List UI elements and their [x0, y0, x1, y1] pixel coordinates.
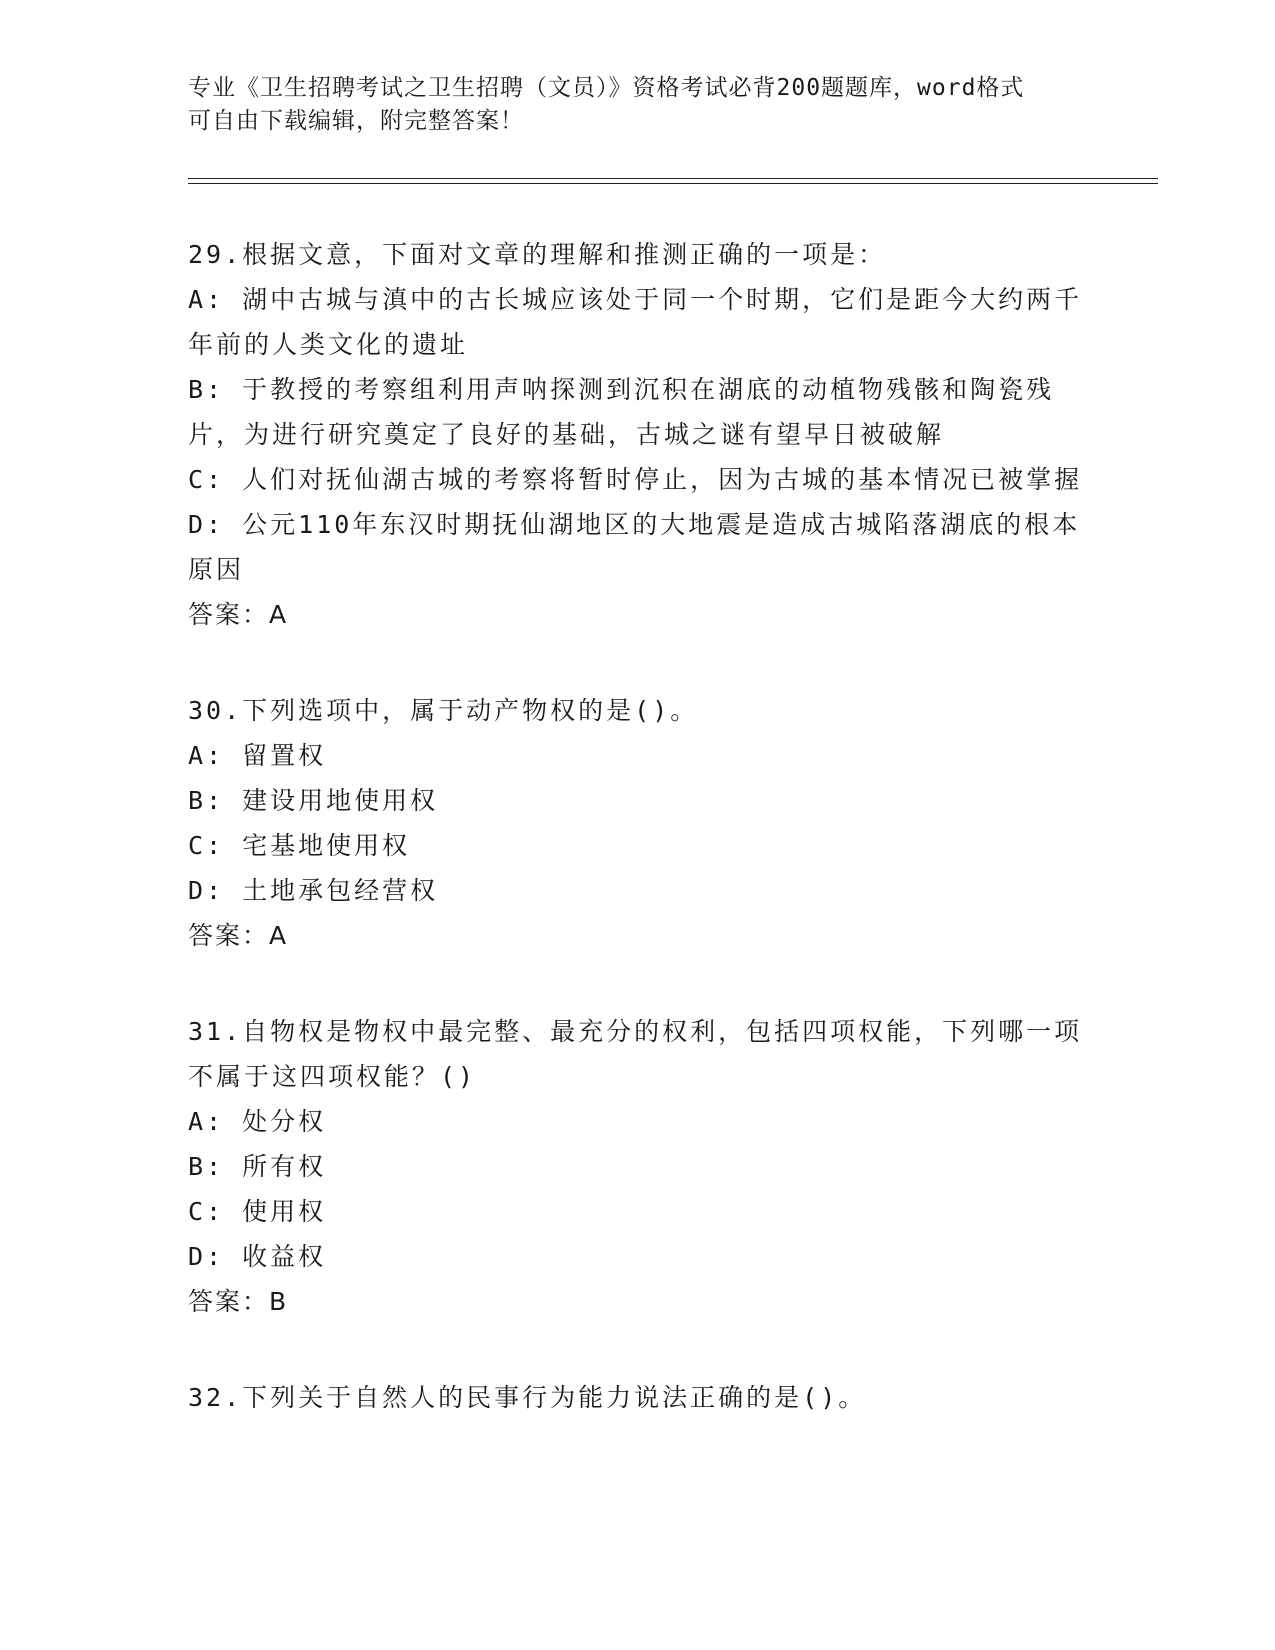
header-divider-bottom [188, 183, 1158, 184]
option-b: B: 所有权 [188, 1152, 327, 1181]
question-number: 30. [188, 696, 243, 725]
question-31 [188, 1009, 1088, 1324]
question-29 [188, 232, 1088, 637]
option-a: A: 留置权 [188, 741, 327, 770]
question-stem: 下列关于自然人的民事行为能力说法正确的是()。 [242, 1383, 867, 1412]
question-text [188, 232, 1088, 277]
question-stem: 下列选项中，属于动产物权的是()。 [242, 696, 699, 725]
question-list [188, 232, 1088, 1471]
question-number: 32. [188, 1383, 243, 1412]
option-c: C: 人们对抚仙湖古城的考察将暂时停止，因为古城的基本情况已被掌握 [188, 465, 1083, 494]
answer: 答案：A [188, 921, 289, 950]
option-d: D: 公元110年东汉时期抚仙湖地区的大地震是造成古城陷落湖底的根本原因 [188, 510, 1081, 584]
question-number: 29. [188, 240, 243, 269]
question-text [188, 1375, 1088, 1420]
option-a: A: 湖中古城与滇中的古长城应该处于同一个时期，它们是距今大约两千年前的人类文化的遗址 [188, 285, 1083, 359]
header-line-2: 可自由下载编辑，附完整答案！ [188, 108, 524, 134]
question-number: 31. [188, 1017, 243, 1046]
option-c: C: 使用权 [188, 1197, 327, 1226]
option-a: A: 处分权 [188, 1107, 327, 1136]
header-divider-top [188, 178, 1158, 179]
document-header [188, 72, 1068, 138]
option-c: C: 宅基地使用权 [188, 831, 411, 860]
question-text [188, 688, 1088, 733]
question-30 [188, 688, 1088, 958]
answer: 答案：A [188, 600, 289, 629]
question-32 [188, 1375, 1088, 1420]
question-stem: 根据文意，下面对文章的理解和推测正确的一项是： [242, 240, 887, 269]
option-b: B: 于教授的考察组利用声呐探测到沉积在湖底的动植物残骸和陶瓷残片，为进行研究奠定了良好的基础，古城之谜有望早日被破解 [188, 375, 1055, 449]
option-d: D: 土地承包经营权 [188, 876, 439, 905]
answer: 答案：B [188, 1287, 289, 1316]
option-d: D: 收益权 [188, 1242, 327, 1271]
question-text [188, 1009, 1088, 1099]
question-stem: 自物权是物权中最完整、最充分的权利，包括四项权能，下列哪一项不属于这四项权能？() [188, 1017, 1083, 1091]
header-line-1: 专业《卫生招聘考试之卫生招聘（文员）》资格考试必背200题题库，word格式 [188, 75, 1025, 101]
option-b: B: 建设用地使用权 [188, 786, 439, 815]
